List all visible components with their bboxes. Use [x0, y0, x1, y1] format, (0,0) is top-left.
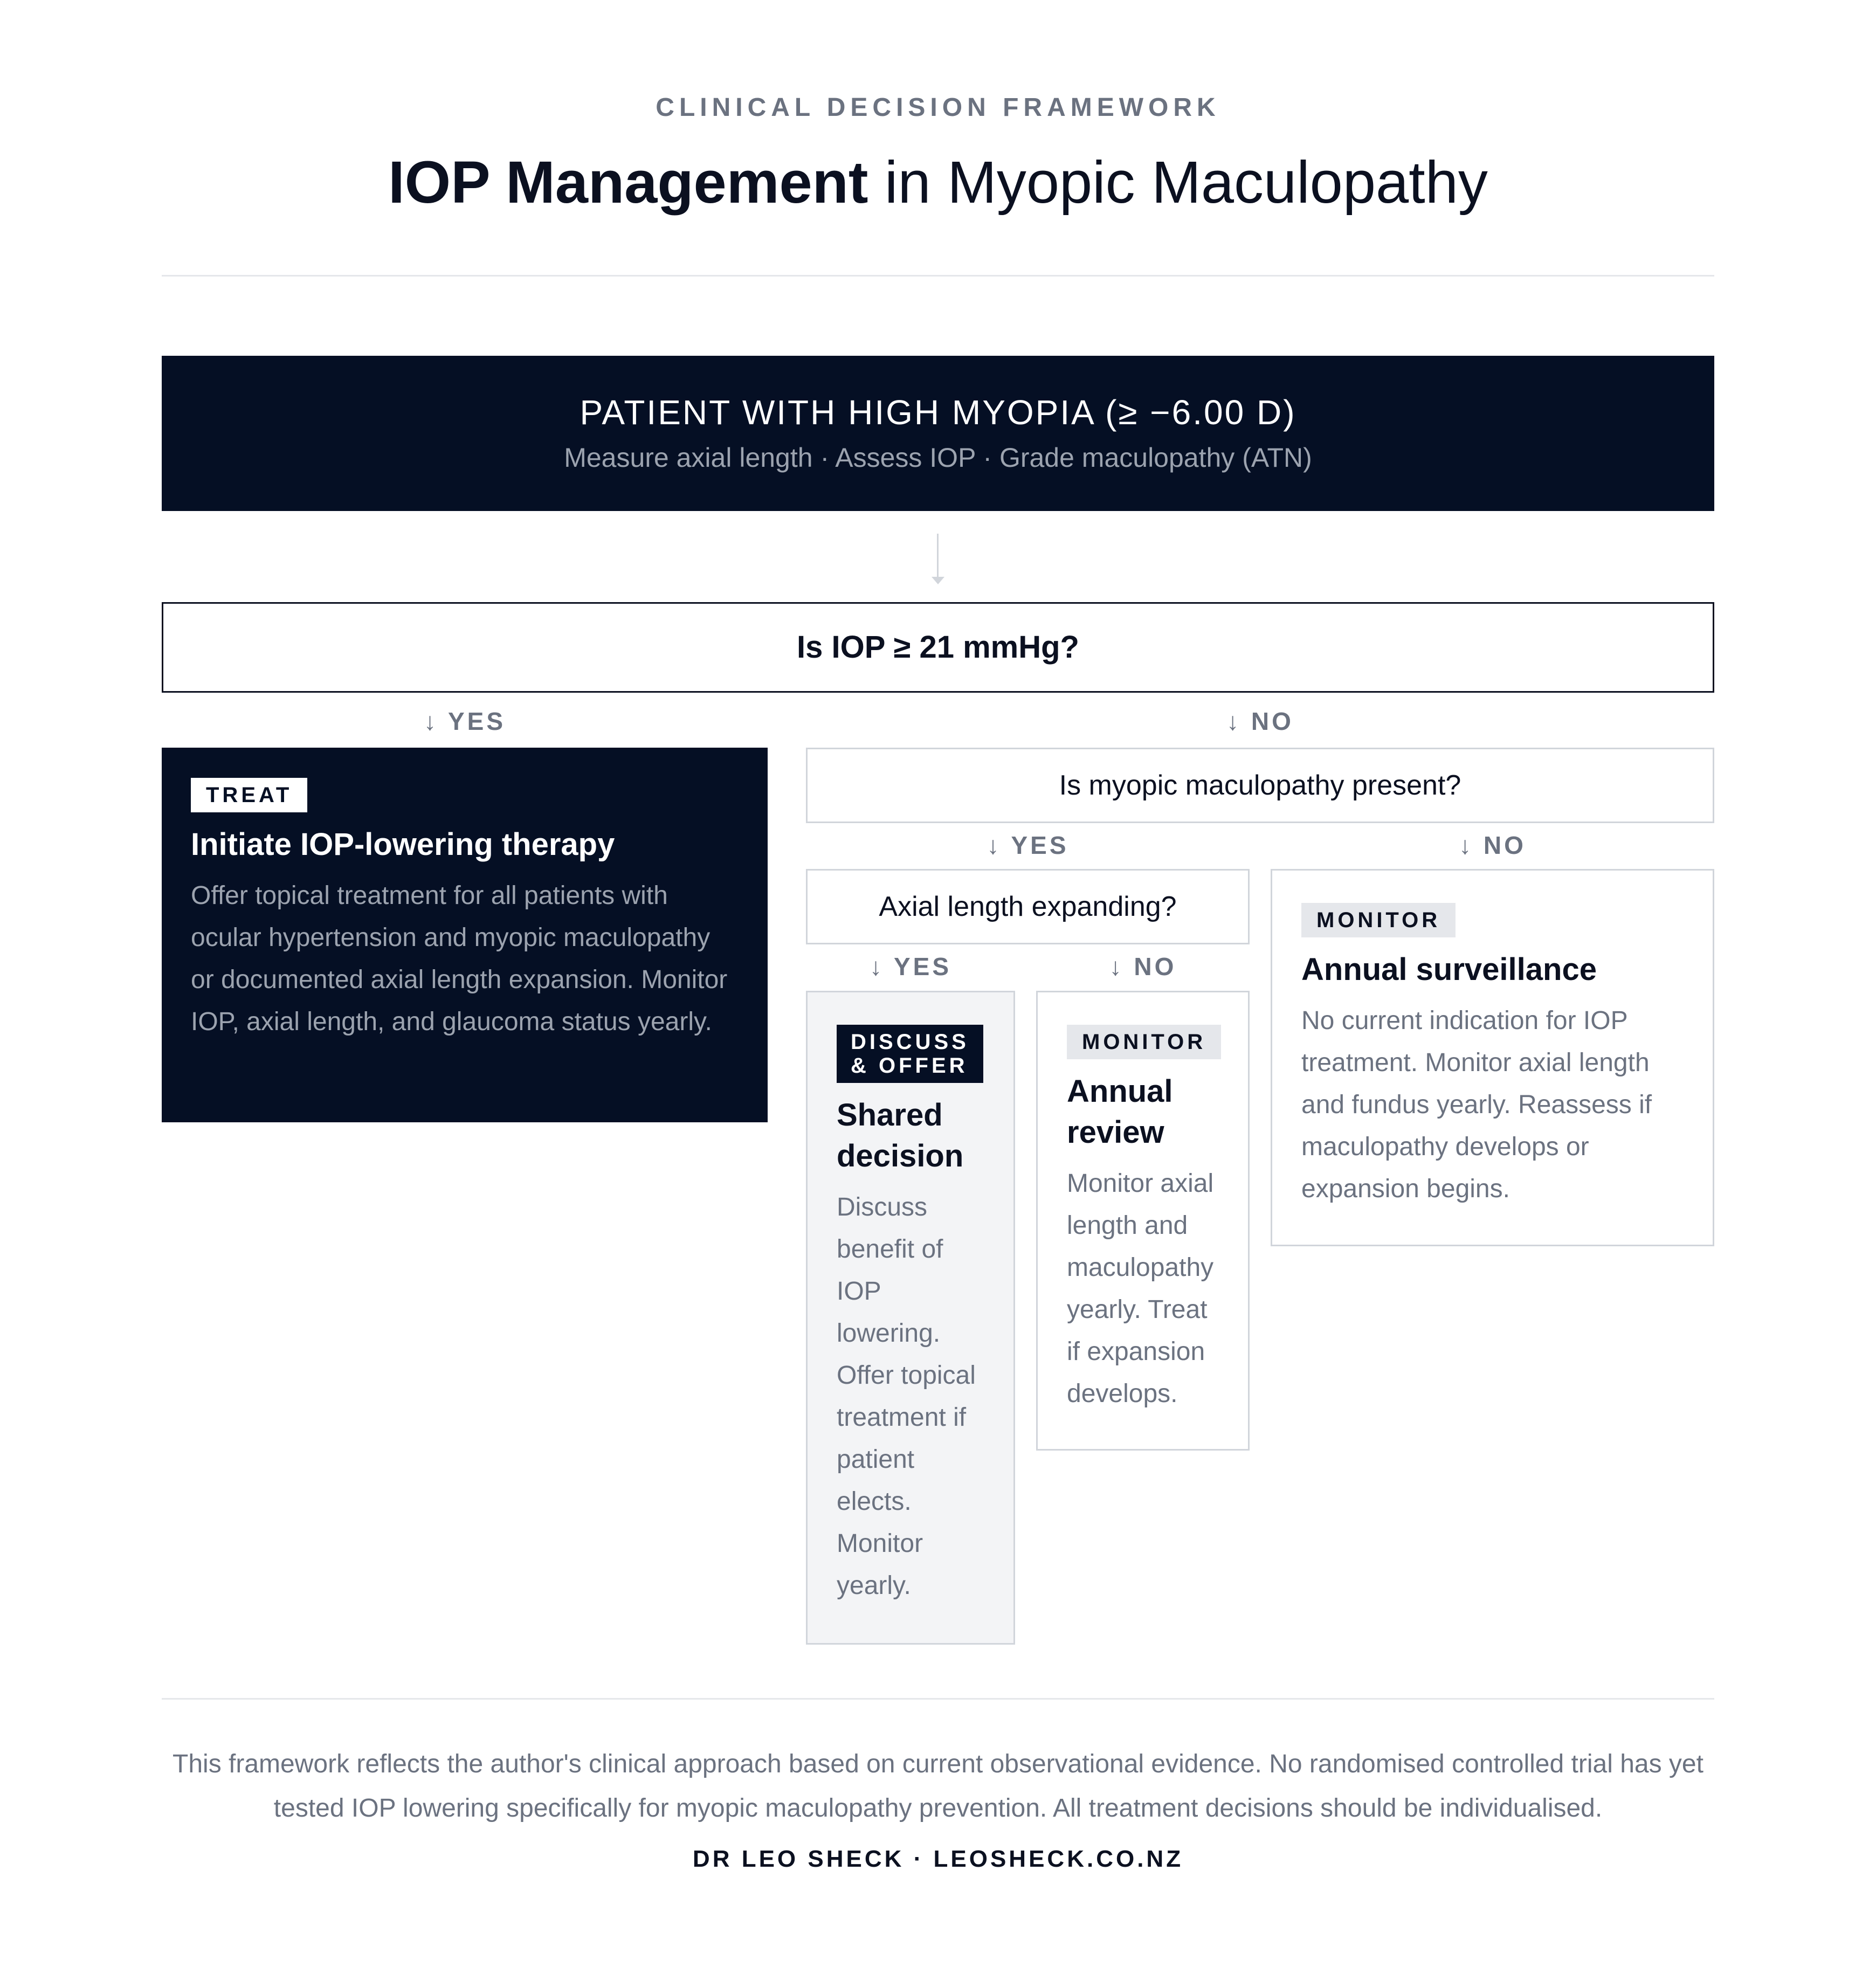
author-byline: DR LEO SHECK · LEOSHECK.CO.NZ — [692, 1846, 1184, 1872]
header-divider — [162, 275, 1714, 277]
discuss-badge-line2: & OFFER — [851, 1054, 968, 1078]
discuss-badge — [837, 1025, 983, 1083]
start-node — [162, 356, 1714, 511]
annual-review-card — [1036, 991, 1250, 1451]
discuss-heading-line2: decision — [837, 1138, 964, 1174]
connector-arrow — [937, 534, 939, 581]
page-title — [0, 148, 1876, 217]
discuss-heading — [837, 1095, 984, 1177]
annual-surveillance-body: No current indication for IOP treatment. Monitor axial length and fundus yearly. Reassess if maculopathy develops or expansion begins. — [1301, 1006, 1652, 1203]
annual-surveillance-heading: Annual surveillance — [1301, 952, 1597, 987]
annual-review-heading-line2: review — [1067, 1115, 1164, 1150]
discuss-body: Discuss benefit of IOP lowering. Offer topical treatment if patient elects. Monitor yearly. — [837, 1193, 976, 1600]
treat-heading: Initiate IOP-lowering therapy — [191, 827, 615, 862]
annual-surveillance-badge: MONITOR — [1301, 903, 1456, 937]
annual-review-heading — [1067, 1071, 1219, 1153]
framework-kicker: CLINICAL DECISION FRAMEWORK — [656, 93, 1220, 122]
branch-label-maculopathy-yes: ↓ YES — [987, 831, 1069, 859]
arrow-head-icon — [932, 577, 944, 584]
branch-label-maculopathy-no: ↓ NO — [1459, 831, 1526, 859]
title-bold: IOP Management — [388, 149, 868, 216]
discuss-card — [806, 991, 1015, 1645]
question-axial-length: Axial length expanding? — [806, 869, 1250, 944]
branch-label-iop-no: ↓ NO — [1226, 707, 1294, 735]
annual-review-badge: MONITOR — [1067, 1025, 1221, 1059]
discuss-heading-line1: Shared — [837, 1098, 943, 1133]
footer-divider — [162, 1698, 1714, 1700]
footer-disclaimer: This framework reflects the author's clinical approach based on current observational evidence. No randomised controlled trial has yet tested IOP lowering specifically for myopic maculopathy prevention. All treatment decisions should be individualised. — [173, 1750, 1703, 1823]
start-subtitle: Measure axial length · Assess IOP · Grade maculopathy (ATN) — [564, 443, 1312, 473]
branch-label-axial-yes: ↓ YES — [870, 952, 951, 981]
annual-review-body: Monitor axial length and maculopathy yearly. Treat if expansion develops. — [1067, 1169, 1214, 1408]
discuss-badge-line1: DISCUSS — [851, 1030, 969, 1054]
annual-review-heading-line1: Annual — [1067, 1074, 1173, 1109]
question-maculopathy: Is myopic maculopathy present? — [806, 748, 1714, 823]
annual-surveillance-card — [1271, 869, 1714, 1246]
branch-label-iop-yes: ↓ YES — [424, 707, 506, 735]
treat-badge: TREAT — [191, 778, 307, 812]
question-iop: Is IOP ≥ 21 mmHg? — [162, 602, 1714, 693]
treat-card — [162, 748, 768, 1122]
treat-body: Offer topical treatment for all patients with ocular hypertension and myopic maculopathy or documented axial length expansion. Monitor IOP, axial length, and glaucoma status yearly. — [191, 881, 728, 1036]
start-title: PATIENT WITH HIGH MYOPIA (≥ −6.00 D) — [580, 393, 1296, 432]
branch-label-axial-no: ↓ NO — [1109, 952, 1177, 981]
title-rest: in Myopic Maculopathy — [868, 149, 1488, 216]
